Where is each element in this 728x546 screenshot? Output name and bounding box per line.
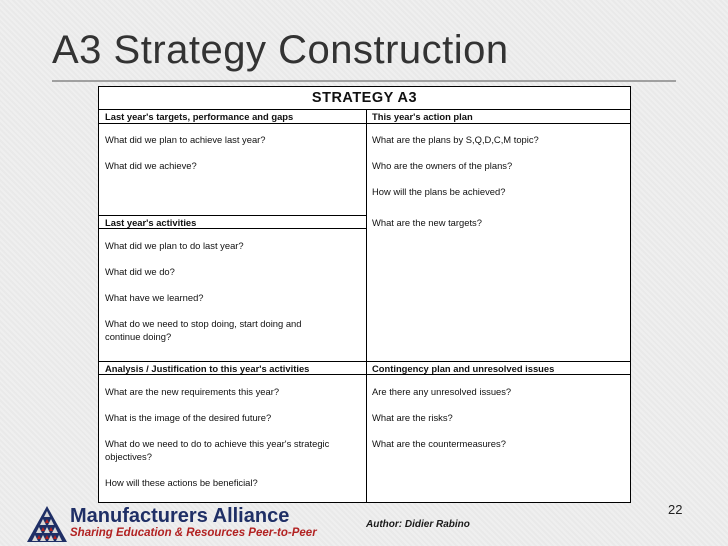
question-item: Who are the owners of the plans? <box>372 160 513 171</box>
question-item: What are the countermeasures? <box>372 438 506 449</box>
logo-name: Manufacturers Alliance <box>70 505 290 527</box>
section-title-last-year-targets: Last year's targets, performance and gaps <box>99 110 366 124</box>
question-item: What did we achieve? <box>105 160 197 171</box>
section-title-last-year-activities: Last year's activities <box>99 215 366 229</box>
question-item: What is the image of the desired future? <box>105 412 272 423</box>
question-item: What do we need to stop doing, start doing and <box>105 318 302 329</box>
question-item: Are there any unresolved issues? <box>372 386 512 397</box>
section-title-analysis: Analysis / Justification to this year's activities <box>99 361 366 375</box>
question-item: What are the new targets? <box>372 217 482 228</box>
question-item: What are the plans by S,Q,D,C,M topic? <box>372 134 539 145</box>
manufacturers-alliance-logo <box>26 503 326 543</box>
section-title-action-plan: This year's action plan <box>366 110 630 124</box>
question-item: What did we do? <box>105 266 175 277</box>
author-credit: Author: Didier Rabino <box>366 519 470 530</box>
title-divider <box>52 80 676 82</box>
question-item: How will the plans be achieved? <box>372 186 506 197</box>
page-number: 22 <box>668 502 683 517</box>
question-item: What are the risks? <box>372 412 453 423</box>
slide-title: A3 Strategy Construction <box>52 28 509 72</box>
left-column <box>99 110 367 502</box>
question-item: continue doing? <box>105 331 172 342</box>
question-item: What did we plan to achieve last year? <box>105 134 266 145</box>
triangle-mosaic-icon <box>26 505 68 543</box>
question-item: How will these actions be beneficial? <box>105 477 258 488</box>
question-item: objectives? <box>105 451 152 462</box>
question-item: What do we need to do to achieve this year's strategic <box>105 438 330 449</box>
section-title-contingency: Contingency plan and unresolved issues <box>366 361 630 375</box>
strategy-a3-table <box>98 86 631 503</box>
question-item: What are the new requirements this year? <box>105 386 280 397</box>
right-column <box>366 110 630 502</box>
a3-header: STRATEGY A3 <box>99 87 630 110</box>
logo-tagline: Sharing Education & Resources Peer-to-Peer <box>70 527 317 539</box>
question-item: What did we plan to do last year? <box>105 240 244 251</box>
question-item: What have we learned? <box>105 292 204 303</box>
